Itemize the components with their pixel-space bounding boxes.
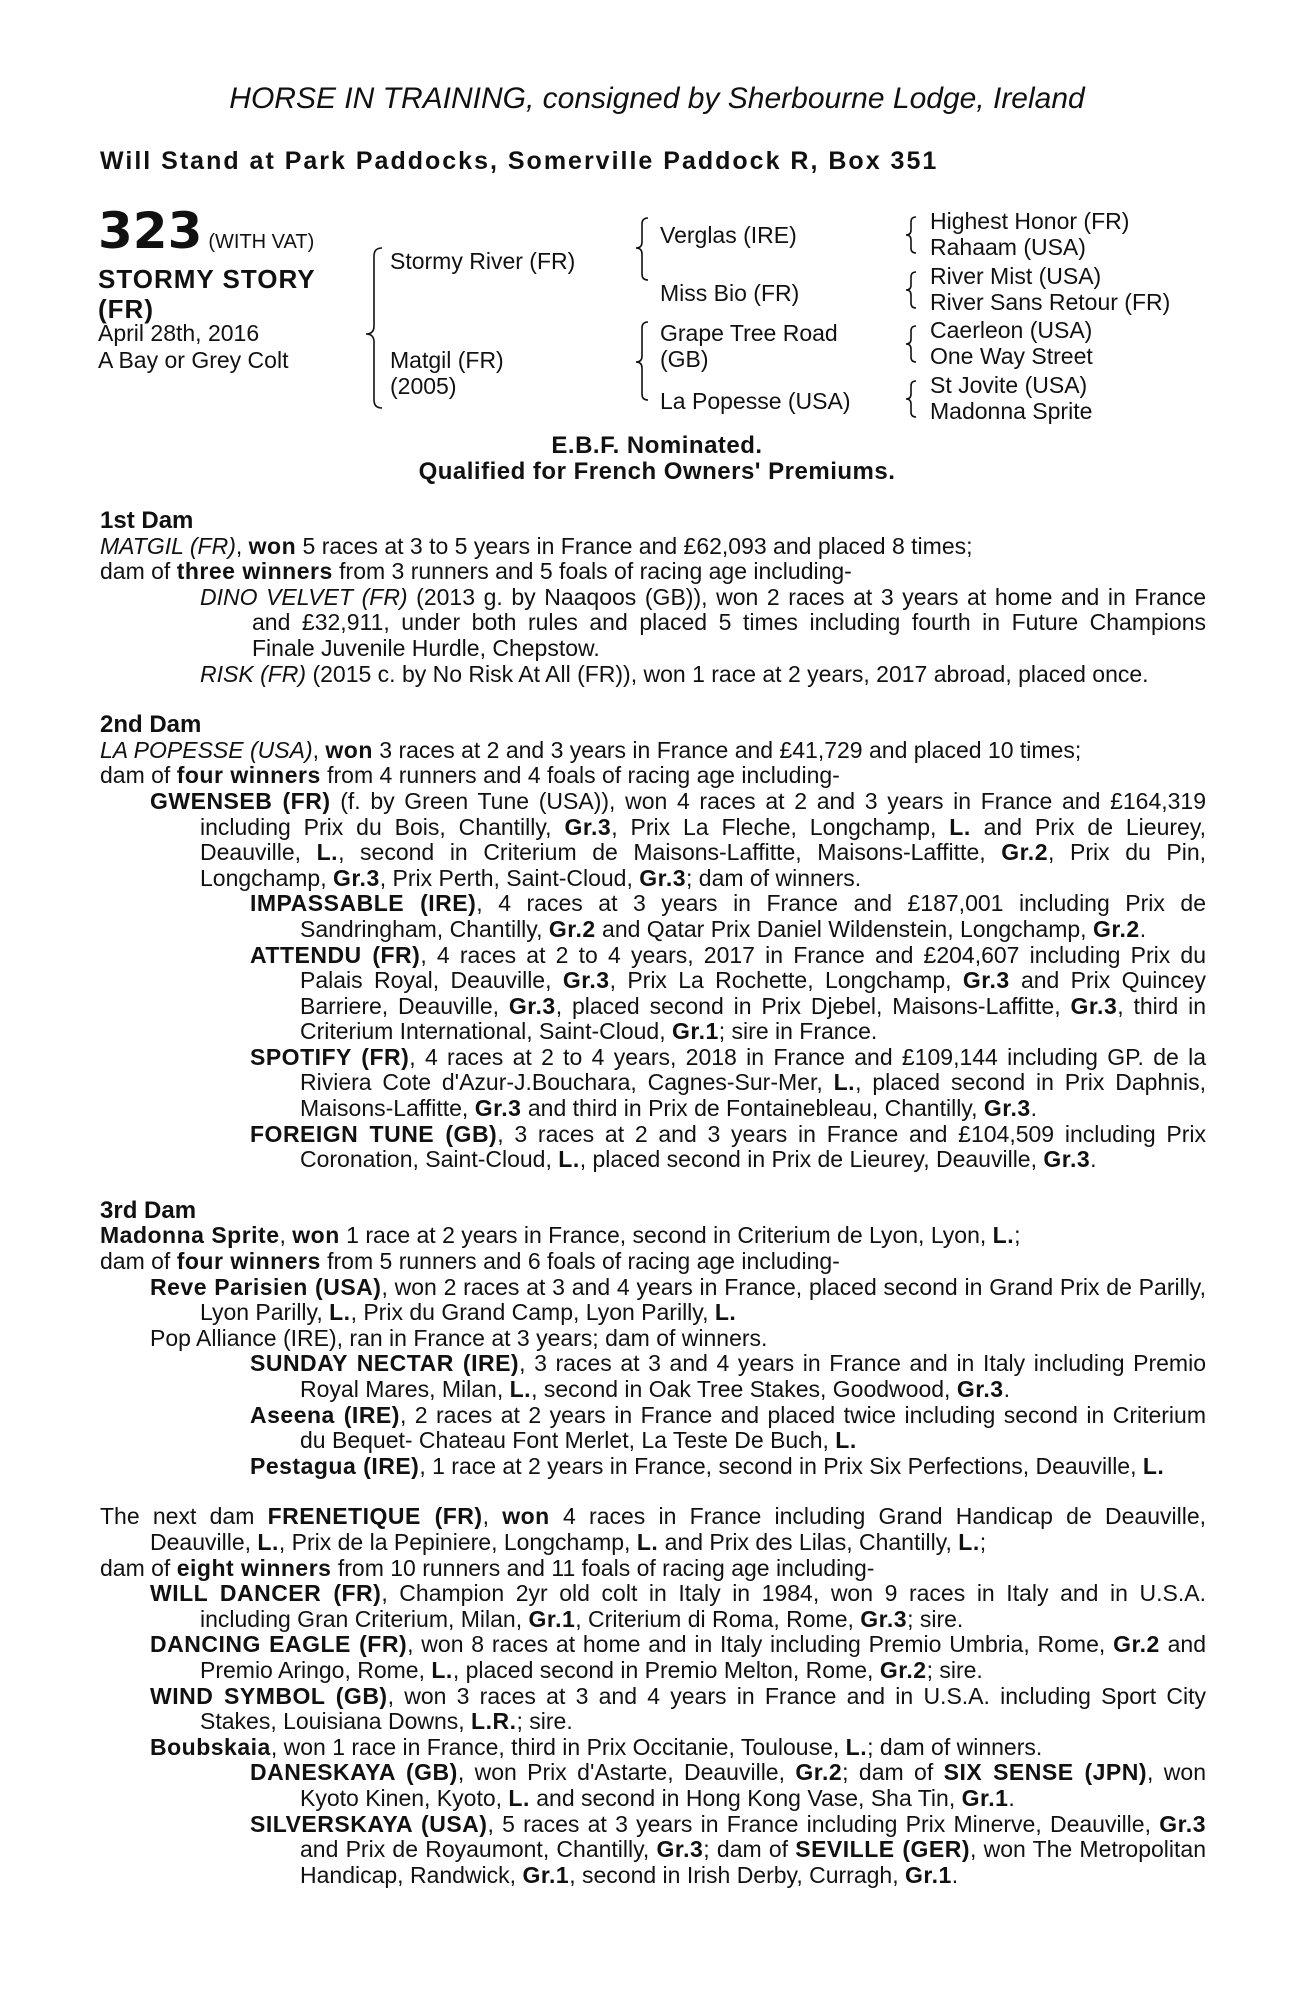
dam1-record: MATGIL (FR), won 5 races at 3 to 5 years in France and £62,093 and placed 8 times; (100, 532, 973, 559)
pedigree-sds: River Mist (USA) (930, 263, 1102, 289)
premiums-note: Qualified for French Owners' Premiums. (418, 458, 896, 485)
dam2-record: LA POPESSE (USA), won 3 races at 2 and 3 years in France and £41,729 and placed 10 times; (100, 736, 1082, 763)
nextdam-produce-item: WIND SYMBOL (GB), won 3 races at 3 and 4 years in France and in U.S.A. including Sport City Stakes, Louisiana Downs, L.R.; sire. (150, 1682, 1206, 1735)
pedigree-dam-year: (2005) (390, 373, 457, 399)
dam2-grandchild-item: FOREIGN TUNE (GB), 3 races at 2 and 3 years in France and £104,509 including Prix Coronation, Saint-Cloud, L., placed second in Prix de Lieurey, Deauville, Gr.3. (250, 1120, 1206, 1173)
foaling-date: April 28th, 2016 (98, 320, 260, 346)
pedigree-sire-dam: Miss Bio (FR) (660, 280, 800, 306)
pedigree-sire: Stormy River (FR) (390, 248, 576, 274)
nextdam-grandchild-item: SILVERSKAYA (USA), 5 races at 3 years in France including Prix Minerve, Deauville, Gr.3 and Prix de Royaumont, Chantilly, Gr.3; dam of SEVILLE (GER), won The Metropolitan Handicap, Randwick, Gr.1, second in Irish Derby, Curragh, Gr.1. (250, 1810, 1206, 1888)
nextdam-grandchild-item: DANESKAYA (GB), won Prix d'Astarte, Deauville, Gr.2; dam of SIX SENSE (JPN), won Kyoto Kinen, Kyoto, L. and second in Hong Kong Vase, Sha Tin, Gr.1. (250, 1759, 1206, 1811)
pedigree-ssd: Rahaam (USA) (930, 234, 1086, 260)
vat-note: (WITH VAT) (208, 231, 315, 253)
dam3-produce-summary: dam of four winners from 5 runners and 6 foals of racing age including- (100, 1248, 840, 1275)
dam2-produce-item: GWENSEB (FR) (f. by Green Tune (USA)), won 4 races at 2 and 3 years in France and £164,319 including Prix du Bois, Chantilly, Gr.3, Prix La Fleche, Longchamp, L. and Prix de Lieurey, Deauville, L., second in Criterium de Maisons-Laffitte, Maisons-Laffitte, Gr.2, Prix du Pin, Longchamp, Gr.3, Prix Perth, Saint-Cloud, Gr.3; dam of winners. (150, 787, 1207, 891)
catalogue-header: HORSE IN TRAINING, consigned by Sherbourne Lodge, Ireland (229, 82, 1085, 115)
stand-location: Will Stand at Park Paddocks, Somerville Paddock R, Box 351 (100, 147, 939, 175)
dam3-grandchild-item: Aseena (IRE), 2 races at 2 years in France and placed twice including second in Criterium du Bequet- Chateau Font Merlet, La Teste De Buch, L. (250, 1401, 1206, 1454)
pedigree-dss: Caerleon (USA) (930, 317, 1093, 343)
pedigree-dam-sire: Grape Tree Road (660, 320, 838, 346)
pedigree-dds: St Jovite (USA) (930, 372, 1088, 398)
dam3-produce-item: Pop Alliance (IRE), ran in France at 3 years; dam of winners. (150, 1324, 768, 1351)
pedigree-dsd: One Way Street (930, 343, 1093, 369)
pedigree-ddd: Madonna Sprite (930, 398, 1093, 424)
nextdam-produce-item: Boubskaia, won 1 race in France, third in Prix Occitanie, Toulouse, L.; dam of winners. (150, 1733, 1043, 1760)
ebf-note: E.B.F. Nominated. (551, 432, 763, 459)
dam2-grandchild-item: IMPASSABLE (IRE), 4 races at 3 years in France and £187,001 including Prix de Sandringham, Chantilly, Gr.2 and Qatar Prix Daniel Wildenstein, Longchamp, Gr.2. (250, 890, 1207, 942)
dam2-produce-summary: dam of four winners from 4 runners and 4 foals of racing age including- (100, 762, 840, 789)
dam1-produce-item: DINO VELVET (FR) (2013 g. by Naaqoos (GB)), won 2 races at 3 years at home and in France and £32,911, under both rules and placed 5 times including fourth in Future Champions Finale Juvenile Hurdle, Chepstow. (200, 583, 1206, 661)
dam2-grandchild-item: SPOTIFY (FR), 4 races at 2 to 4 years, 2018 in France and £109,144 including GP. de la Riviera Cote d'Azur-J.Bouchara, Cagnes-Sur-Mer, L., placed second in Prix Daphnis, Maisons-Laffitte, Gr.3 and third in Prix de Fontainebleau, Chantilly, Gr.3. (250, 1043, 1207, 1122)
dam2-heading: 2nd Dam (100, 711, 202, 739)
lot-number: 323 (98, 202, 203, 260)
dam-sections (100, 508, 1206, 1888)
nextdam-record: The next dam FRENETIQUE (FR), won 4 races in France including Grand Handicap de Deauville, Deauville, L., Prix de la Pepiniere, Longchamp, L. and Prix des Lilas, Chantilly, L.; (100, 1503, 1206, 1555)
dam3-produce-item: Reve Parisien (USA), won 2 races at 3 and 4 years in France, placed second in Grand Prix de Parilly, Lyon Parilly, L., Prix du Grand Camp, Lyon Parilly, L. (150, 1273, 1206, 1326)
dam3-record: Madonna Sprite, won 1 race at 2 years in France, second in Criterium de Lyon, Lyon, L.; (100, 1222, 1021, 1249)
dam2-grandchild-item: ATTENDU (FR), 4 races at 2 to 4 years, 2017 in France and £204,607 including Prix du Palais Royal, Deauville, Gr.3, Prix La Rochette, Longchamp, Gr.3 and Prix Quincey Barriere, Deauville, Gr.3, placed second in Prix Djebel, Maisons-Laffitte, Gr.3, third in Criterium International, Saint-Cloud, Gr.1; sire in France. (250, 941, 1207, 1045)
pedigree-dam: Matgil (FR) (390, 347, 504, 373)
pedigree-dam-sire-line2: (GB) (660, 346, 709, 372)
dam3-heading: 3rd Dam (100, 1196, 197, 1224)
dam3-grandchild-item: Pestagua (IRE), 1 race at 2 years in France, second in Prix Six Perfections, Deauville, L. (250, 1452, 1165, 1479)
nextdam-produce-item: DANCING EAGLE (FR), won 8 races at home and in Italy including Premio Umbria, Rome, Gr.2 and Premio Aringo, Rome, L., placed second in Premio Melton, Rome, Gr.2; sire. (150, 1631, 1206, 1683)
pedigree-sire-sire: Verglas (IRE) (660, 222, 797, 248)
pedigree-sdd: River Sans Retour (FR) (930, 289, 1171, 315)
dam1-produce-summary: dam of three winners from 3 runners and 5 foals of racing age including- (100, 558, 852, 585)
horse-description: A Bay or Grey Colt (98, 347, 289, 373)
dam3-grandchild-item: SUNDAY NECTAR (IRE), 3 races at 3 and 4 years in France and in Italy including Premio Royal Mares, Milan, L., second in Oak Tree Stakes, Goodwood, Gr.3. (250, 1350, 1206, 1402)
pedigree-sss: Highest Honor (FR) (930, 208, 1130, 234)
pedigree-dam-dam: La Popesse (USA) (660, 388, 851, 414)
dam1-heading: 1st Dam (100, 507, 194, 534)
horse-name: STORMY STORY (FR) (98, 264, 316, 324)
nextdam-produce-item: WILL DANCER (FR), Champion 2yr old colt in Italy in 1984, won 9 races in Italy and in U.S.A. including Gran Criterium, Milan, Gr.1, Criterium di Roma, Rome, Gr.3; sire. (150, 1580, 1206, 1632)
nextdam-produce-summary: dam of eight winners from 10 runners and 11 foals of racing age including- (100, 1554, 875, 1581)
dam1-produce-item: RISK (FR) (2015 c. by No Risk At All (FR)), won 1 race at 2 years, 2017 abroad, placed once. (200, 660, 1149, 687)
